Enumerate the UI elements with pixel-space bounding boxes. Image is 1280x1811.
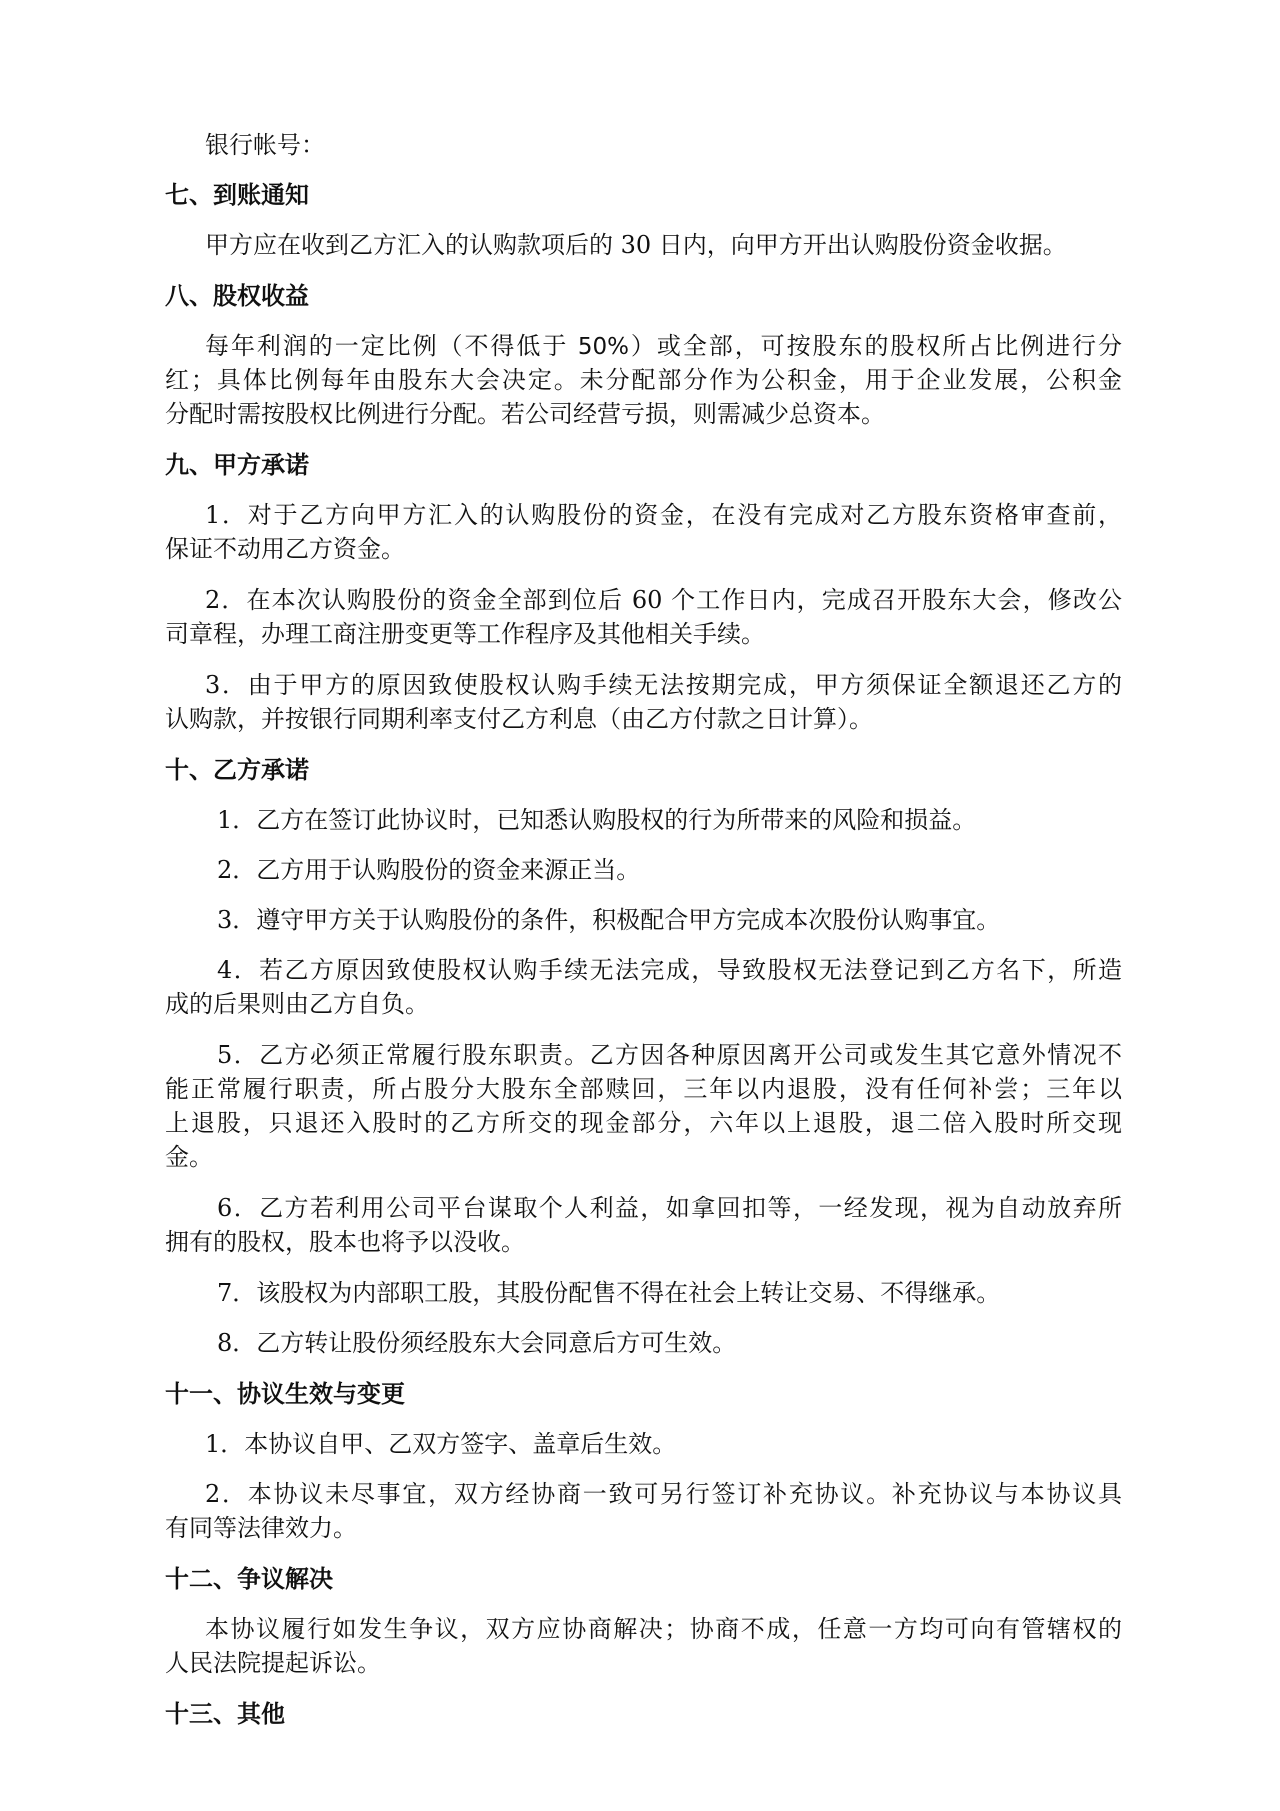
section-11-item-1: 1．本协议自甲、乙双方签字、盖章后生效。 [205,1430,677,1458]
section-10-item-8: 8．乙方转让股份须经股东大会同意后方可生效。 [217,1329,737,1357]
section-10-item-1: 1．乙方在签订此协议时，已知悉认购股权的行为所带来的风险和损益。 [217,806,977,834]
section-10-item-5-line-4: 金。 [165,1143,213,1171]
section-10-item-5-line-2: 能正常履行职责，所占股分大股东全部赎回，三年以内退股，没有任何补尝；三年以 [165,1075,1122,1103]
section-9-heading: 九、甲方承诺 [165,450,309,479]
section-10-item-6-line-1: 6．乙方若利用公司平台谋取个人利益，如拿回扣等，一经发现，视为自动放弃所 [217,1194,1122,1222]
section-7-heading: 七、到账通知 [165,180,309,209]
section-10-item-4-line-2: 成的后果则由乙方自负。 [165,990,429,1018]
section-8-heading: 八、股权收益 [165,281,309,310]
section-9-item-3-line-1: 3．由于甲方的原因致使股权认购手续无法按期完成，甲方须保证全额退还乙方的 [205,671,1122,699]
section-9-item-2-line-2: 司章程，办理工商注册变更等工作程序及其他相关手续。 [165,620,765,648]
section-9-item-3-line-2: 认购款，并按银行同期利率支付乙方利息（由乙方付款之日计算）。 [165,705,873,733]
section-10-item-5-line-1: 5．乙方必须正常履行股东职责。乙方因各种原因离开公司或发生其它意外情况不 [217,1041,1122,1069]
section-8-line-1 [165,330,1122,363]
section-8-line-2: 红；具体比例每年由股东大会决定。未分配部分作为公积金，用于企业发展，公积金 [165,366,1122,394]
section-8-line-1-post: ）或全部，可按股东的股权所占比例进行分 [628,332,1122,360]
section-9-item-1-line-1: 1．对于乙方向甲方汇入的认购股份的资金，在没有完成对乙方股东资格审查前， [205,501,1122,529]
section-13-heading: 十三、其他 [165,1699,285,1728]
section-11-item-2-line-2: 有同等法律效力。 [165,1514,357,1542]
section-10-item-2: 2．乙方用于认购股份的资金来源正当。 [217,856,641,884]
section-10-item-5-line-3: 上退股，只退还入股时的乙方所交的现金部分，六年以上退股，退二倍入股时所交现 [165,1109,1122,1137]
bank-account-label: 银行帐号： [205,131,325,159]
section-8-line-3: 分配时需按股权比例进行分配。若公司经营亏损，则需减少总资本。 [165,400,885,428]
section-10-item-3: 3．遵守甲方关于认购股份的条件，积极配合甲方完成本次股份认购事宜。 [217,906,1001,934]
section-10-item-6-line-2: 拥有的股权，股本也将予以没收。 [165,1228,525,1256]
section-12-line-2: 人民法院提起诉讼。 [165,1649,381,1677]
section-9-item-1-line-2: 保证不动用乙方资金。 [165,535,405,563]
section-11-item-2-line-1: 2．本协议未尽事宜，双方经协商一致可另行签订补充协议。补充协议与本协议具 [205,1480,1122,1508]
section-12-line-1: 本协议履行如发生争议，双方应协商解决；协商不成，任意一方均可向有管辖权的 [205,1615,1122,1643]
section-12-heading: 十二、争议解决 [165,1564,333,1593]
section-8-percentage: 50% [577,334,629,360]
section-10-item-7: 7．该股权为内部职工股，其股份配售不得在社会上转让交易、不得继承。 [217,1279,1001,1307]
section-11-heading: 十一、协议生效与变更 [165,1379,405,1408]
section-10-heading: 十、乙方承诺 [165,755,309,784]
section-7-text: 甲方应在收到乙方汇入的认购款项后的 30 日内，向甲方开出认购股份资金收据。 [205,231,1067,259]
section-10-item-4-line-1: 4．若乙方原因致使股权认购手续无法完成，导致股权无法登记到乙方名下，所造 [217,956,1122,984]
section-9-item-2-line-1: 2．在本次认购股份的资金全部到位后 60 个工作日内，完成召开股东大会，修改公 [205,586,1122,614]
section-8-line-1-pre: 每年利润的一定比例（不得低于 [205,332,578,360]
